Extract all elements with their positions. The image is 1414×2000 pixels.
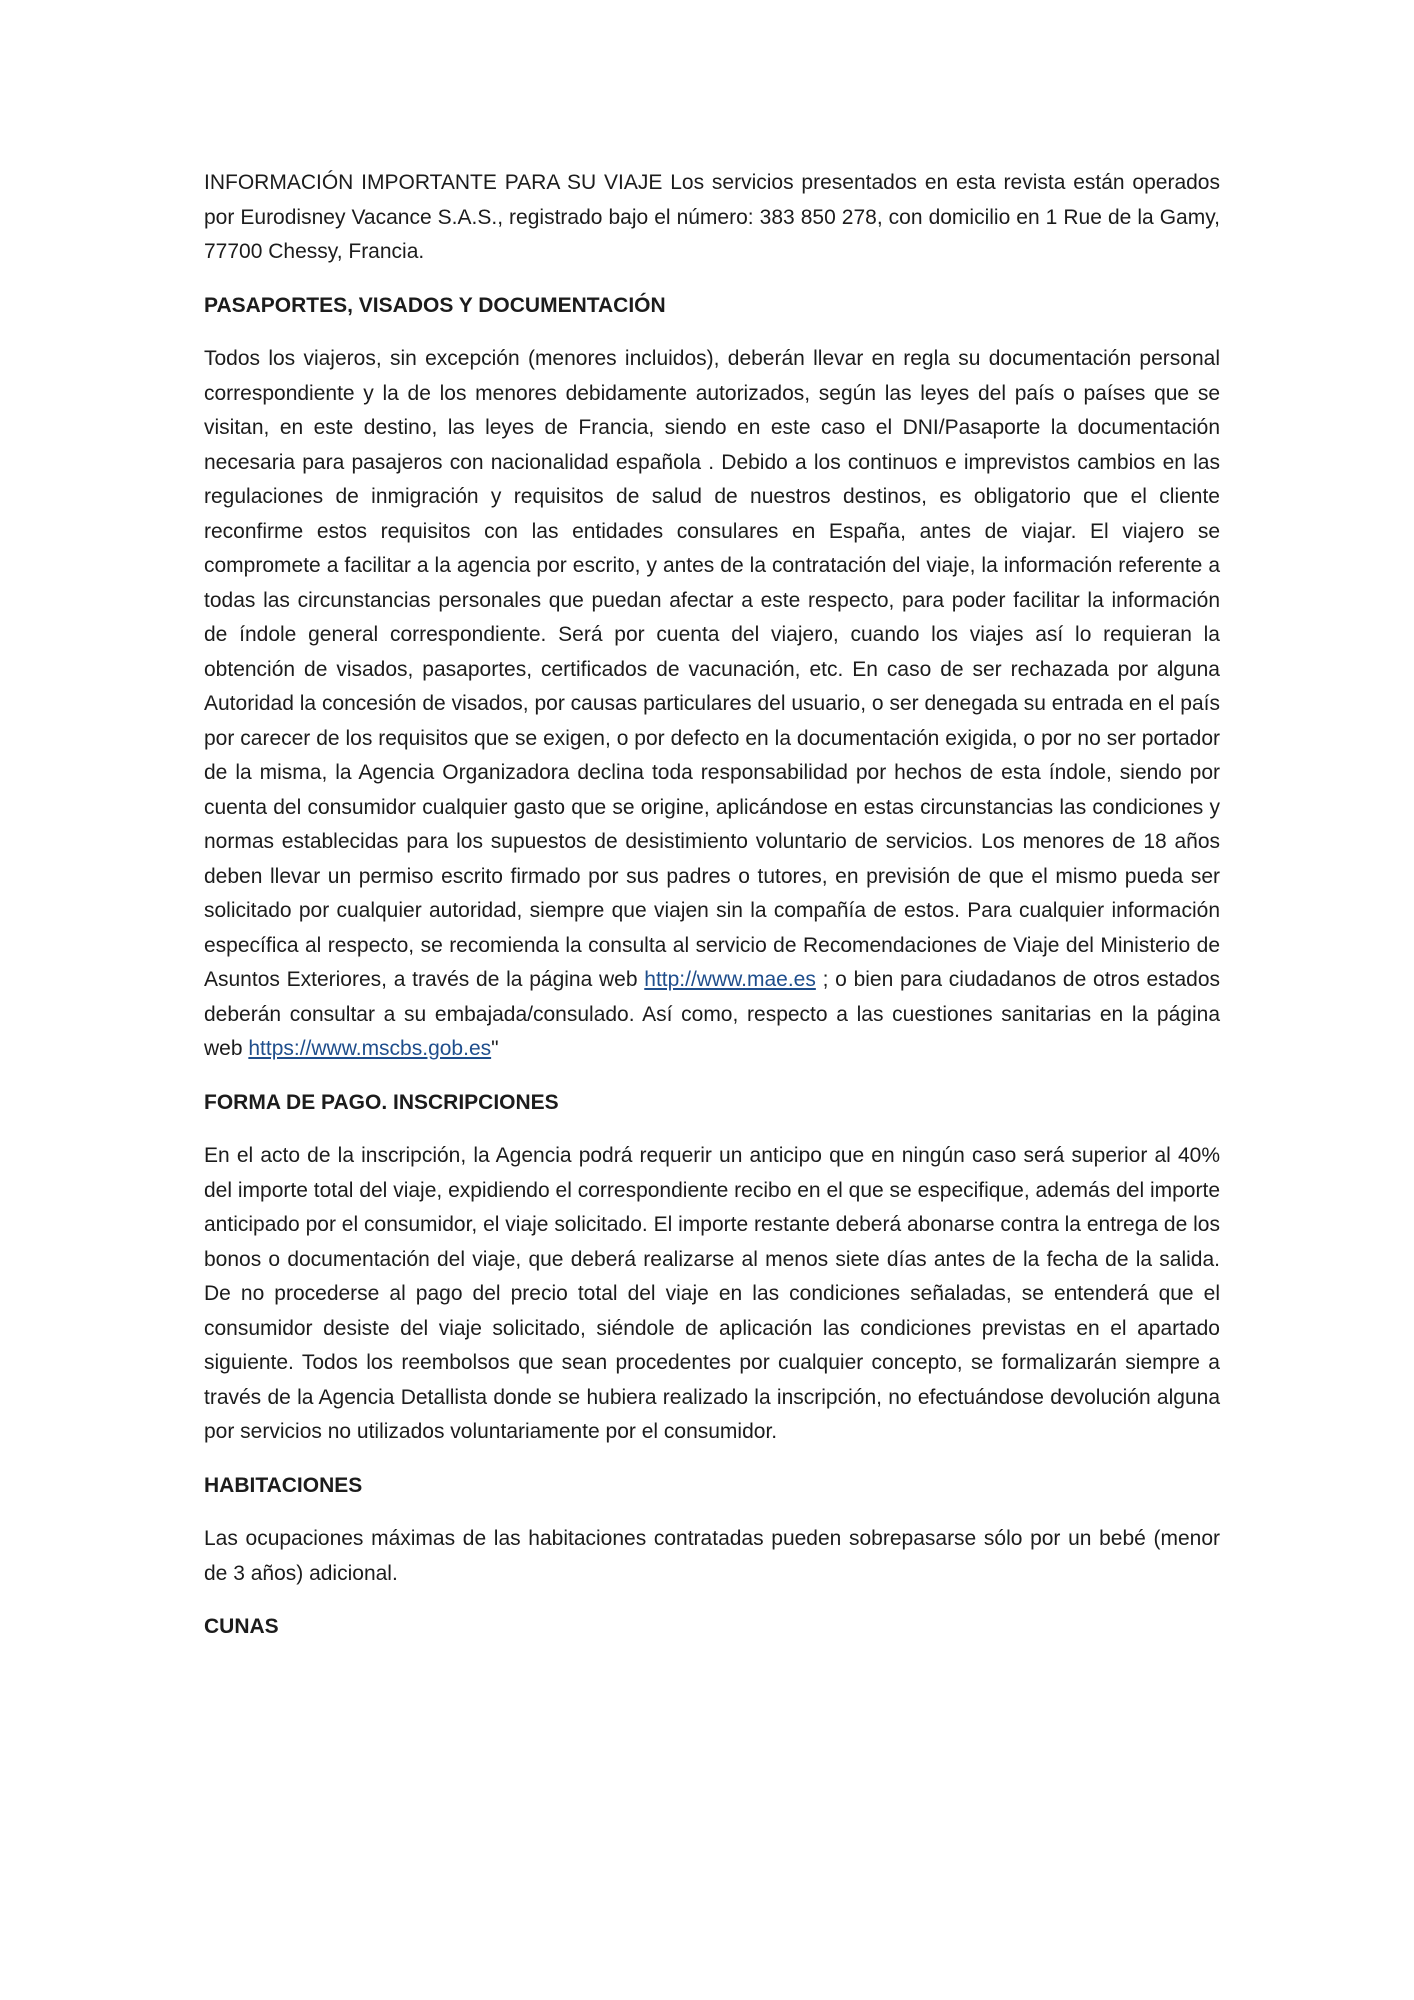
paragraph-habitaciones: Las ocupaciones máximas de las habitaciones contratadas pueden sobrepasarse sólo por un bebé (menor de 3 años) adicional. [204, 1527, 1220, 1585]
paragraph-pasaportes-text-2: ; o bien para ciudadanos de otros estados deberán consultar a su embajada/consulado. Así como, respecto a las cuestiones sanitarias en la página web [204, 968, 1220, 1060]
paragraph-pasaportes-text-1: Todos los viajeros, sin excepción (menores incluidos), deberán llevar en regla su documentación personal correspondiente y la de los menores debidamente autorizados, según las leyes del país o países que se visitan, en este destino, las leyes de Francia, siendo en este caso el DNI/Pasaporte la documentación necesaria para pasajeros con nacionalidad española . Debido a los continuos e imprevistos cambios en las regulaciones de inmigración y requisitos de salud de nuestros destinos, es obligatorio que el cliente reconfirme estos requisitos con las entidades consulares en España, antes de viajar. El viajero se compromete a facilitar a la agencia por escrito, y antes de la contratación del viaje, la información referente a todas las circunstancias personales que puedan afectar a este respecto, para poder facilitar la información de índole general correspondiente. Será por cuenta del viajero, cuando los viajes así lo requieran la obtención de visados, pasaportes, certificados de vacunación, etc. En caso de ser rechazada por alguna Autoridad la concesión de visados, por causas particulares del usuario, o ser denegada su entrada en el país por carecer de los requisitos que se exigen, o por defecto en la documentación exigida, o por no ser portador de la misma, la Agencia Organizadora declina toda responsabilidad por hechos de esta índole, siendo por cuenta del consumidor cualquier gasto que se origine, aplicándose en estas circunstancias las condiciones y normas establecidas para los supuestos de desistimiento voluntario de servicios. Los menores de 18 años deben llevar un permiso escrito firmado por sus padres o tutores, en previsión de que el mismo pueda ser solicitado por cualquier autoridad, siempre que viajen sin la compañía de estos. Para cualquier información específica al respecto, se recomienda la consulta al servicio de Recomendaciones de Viaje del Ministerio de Asuntos Exteriores, a través de la página web [204, 347, 1220, 991]
heading-forma-de-pago: FORMA DE PAGO. INSCRIPCIONES [204, 1090, 559, 1114]
link-mae[interactable]: http://www.mae.es [644, 968, 816, 991]
paragraph-forma-de-pago: En el acto de la inscripción, la Agencia podrá requerir un anticipo que en ningún caso será superior al 40% del importe total del viaje, expidiendo el correspondiente recibo en el que se especifique, además del importe anticipado por el consumidor, el viaje solicitado. El importe restante deberá abonarse contra la entrega de los bonos o documentación del viaje, que deberá realizarse al menos siete días antes de la fecha de la salida. De no procederse al pago del precio total del viaje en las condiciones señaladas, se entenderá que el consumidor desiste del viaje solicitado, siéndole de aplicación las condiciones previstas en el apartado siguiente. Todos los reembolsos que sean procedentes por cualquier concepto, se formalizarán siempre a través de la Agencia Detallista donde se hubiera realizado la inscripción, no efectuándose devolución alguna por servicios no utilizados voluntariamente por el consumidor. [204, 1144, 1220, 1443]
paragraph-pasaportes-text-3: " [491, 1037, 499, 1060]
heading-habitaciones: HABITACIONES [204, 1473, 363, 1497]
link-mscbs[interactable]: https://www.mscbs.gob.es [248, 1037, 492, 1060]
intro-paragraph: INFORMACIÓN IMPORTANTE PARA SU VIAJE Los servicios presentados en esta revista están operados por Eurodisney Vacance S.A.S., registrado bajo el número: 383 850 278, con domicilio en 1 Rue de la Gamy, 77700 Chessy, Francia. [204, 171, 1220, 263]
document-page [204, 166, 1220, 1664]
paragraph-pasaportes [204, 342, 1220, 1067]
heading-cunas: CUNAS [204, 1615, 279, 1638]
heading-pasaportes: PASAPORTES, VISADOS Y DOCUMENTACIÓN [204, 293, 666, 317]
